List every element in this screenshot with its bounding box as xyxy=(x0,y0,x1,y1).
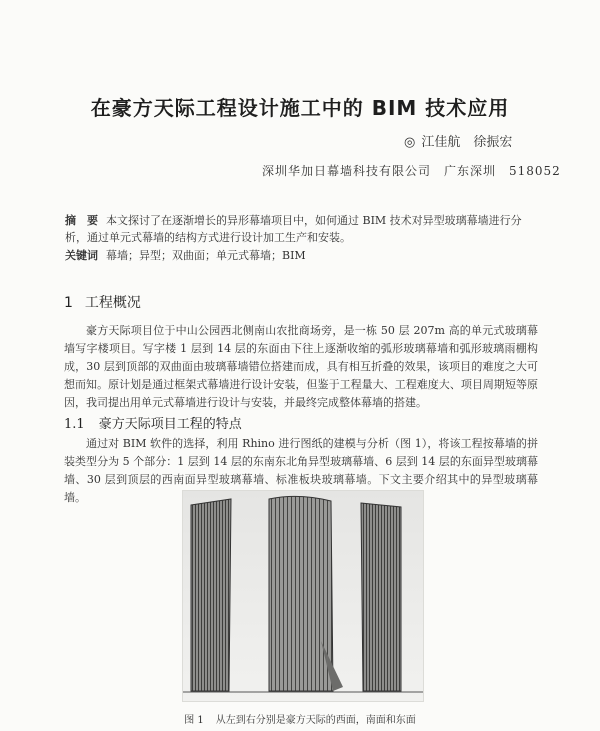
author-names: 江佳航 徐振宏 xyxy=(421,135,513,150)
abstract-label: 摘 要 xyxy=(65,214,98,227)
abstract xyxy=(65,212,535,246)
section-1-1-title: 豪方天际项目工程的特点 xyxy=(98,417,242,432)
paper-title: 在豪方天际工程设计施工中的 BIM 技术应用 xyxy=(90,96,510,120)
figure-1-image xyxy=(182,490,424,702)
section-1-paragraph: 豪方天际项目位于中山公园西北侧南山农批商场旁，是一栋 50 层 207m 高的单元式玻璃幕墙写字楼项目。写字楼 1 层到 14 层的东面由下往上逐渐收缩的弧形玻璃幕墙和弧形玻璃雨棚构成，30 层到顶部的双曲面由玻璃幕墙错位搭建而成，具有相互折叠的效果，该项目的难度之大可想而知。原计划是通过框架式幕墙进行设计安装，但鉴于工程量大、工程难度大、项目周期短等原因，我司提出用单元式幕墙进行设计与安装，并最终完成整体幕墙的搭建。 xyxy=(64,324,538,409)
east-face-building xyxy=(361,503,401,691)
building-elevations-drawing xyxy=(183,491,423,701)
figure-1-caption-text: 从左到右分别是豪方天际的西面，南面和东面 xyxy=(215,715,416,726)
authors xyxy=(404,131,512,150)
keywords-text: 幕墙；异型；双曲面；单元式幕墙；BIM xyxy=(106,249,306,262)
section-1-number: 1 xyxy=(64,295,73,311)
section-1-1-number: 1.1 xyxy=(64,417,85,432)
west-face-building xyxy=(191,499,231,691)
section-1-1-paragraph: 通过对 BIM 软件的选择，利用 Rhino 进行图纸的建模与分析（图 1），将该工程按幕墙的拼装类型分为 5 个部分：1 层到 14 层的东南东北角异型玻璃幕墙、6 层到 14 层的东面异型玻璃幕墙、30 层到顶层的西南面异型玻璃幕墙、标准板块玻璃幕墙。下文主要介绍其中的异型玻璃幕墙。 xyxy=(64,437,538,504)
section-1-title: 工程概况 xyxy=(84,295,141,311)
south-face-building xyxy=(269,496,343,691)
figure-1-number: 图 1 xyxy=(184,715,204,726)
section-1-heading xyxy=(64,292,141,312)
keywords xyxy=(65,247,535,263)
figure-1-caption xyxy=(0,711,600,726)
affiliation: 深圳华加日幕墙科技有限公司 广东深圳 518052 xyxy=(262,164,561,178)
abstract-text: 本文探讨了在逐渐增长的异形幕墙项目中，如何通过 BIM 技术对异型玻璃幕墙进行分析，通过单元式幕墙的结构方式进行设计加工生产和安装。 xyxy=(65,214,522,244)
keywords-label: 关键词 xyxy=(65,249,98,262)
section-1-1-heading xyxy=(64,413,242,432)
author-mark-icon: ◎ xyxy=(404,135,416,150)
